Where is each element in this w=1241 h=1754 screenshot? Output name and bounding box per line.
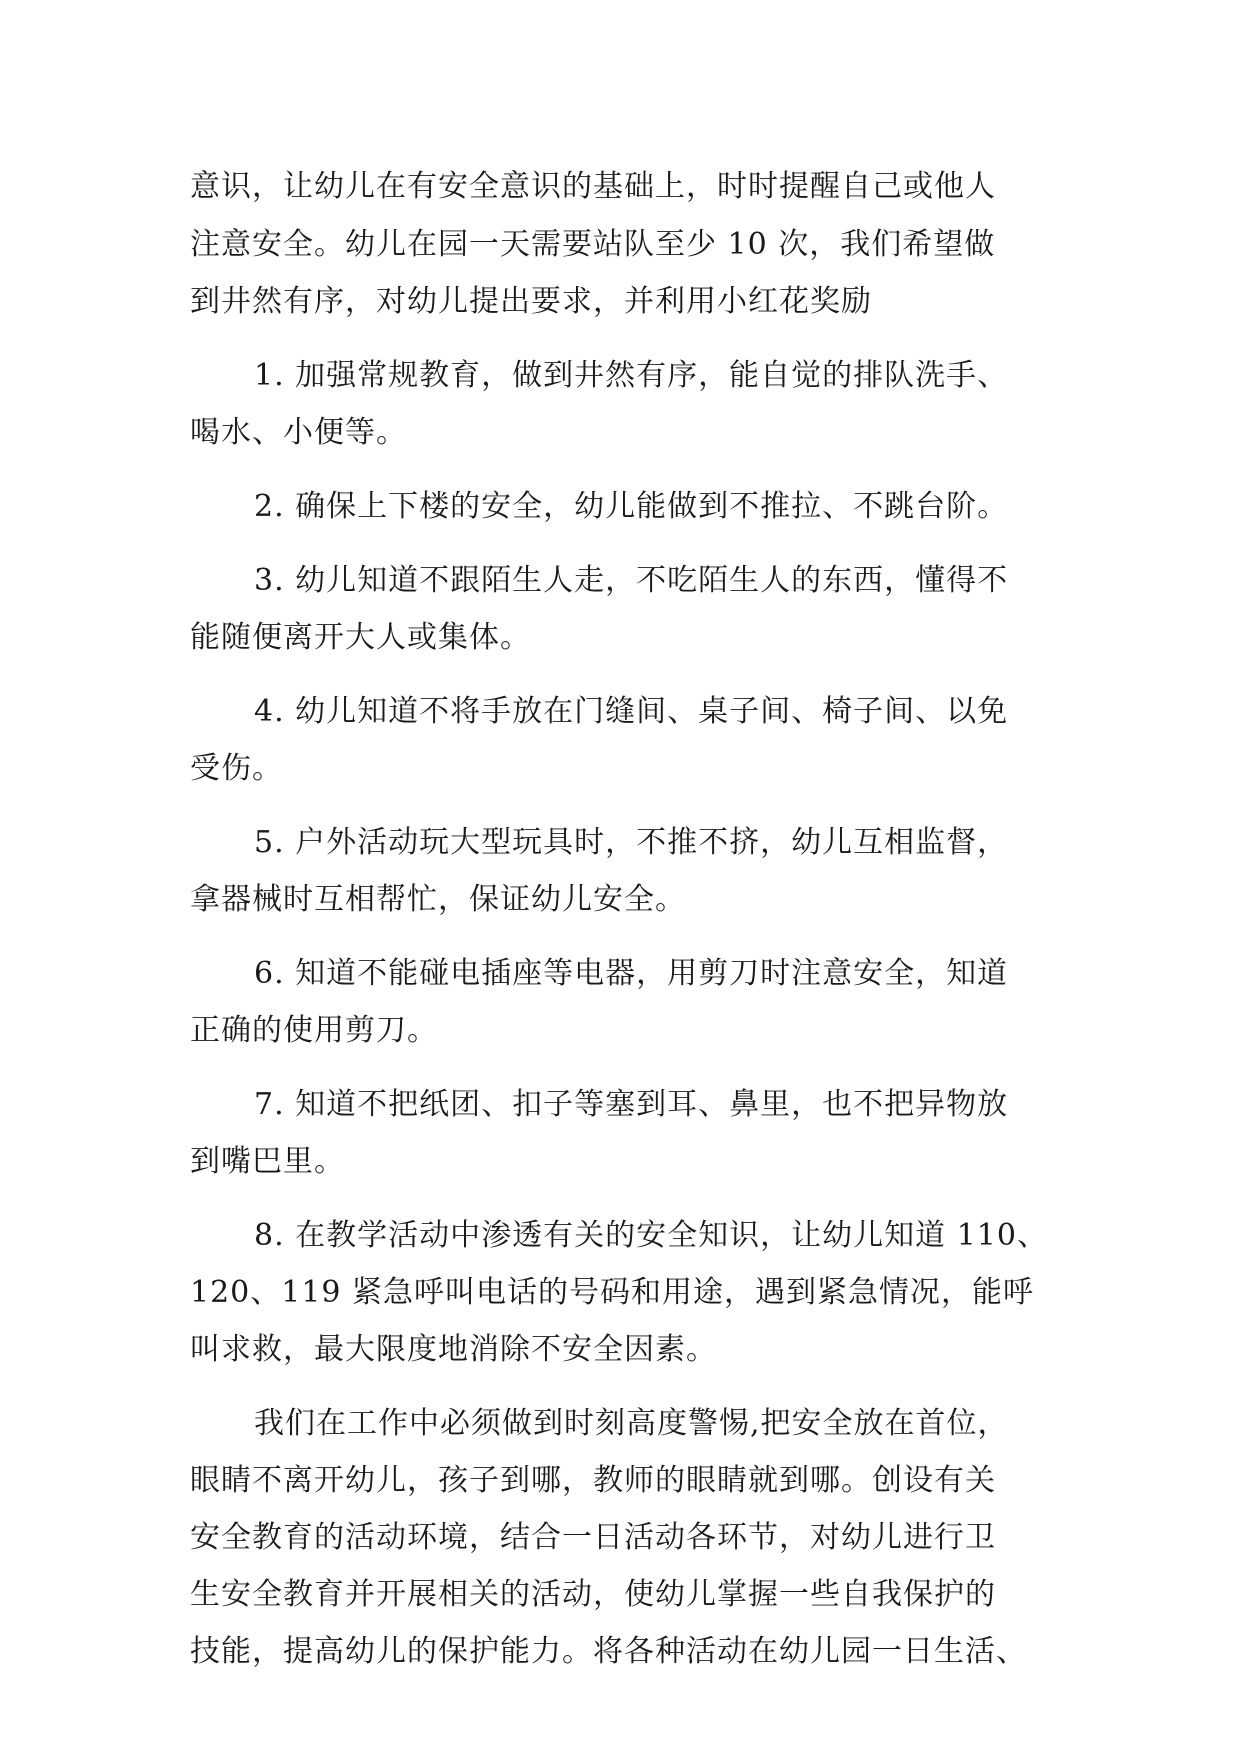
text-line: 叫求救，最大限度地消除不安全因素。 [190,1332,717,1367]
text-line: 7. 知道不把纸团、扣子等塞到耳、鼻里，也不把异物放 [254,1087,1009,1122]
text-line: 安全教育的活动环境，结合一日活动各环节，对幼儿进行卫 [190,1520,996,1555]
text-line: 受伤。 [190,751,283,786]
text-line: 生安全教育并开展相关的活动，使幼儿掌握一些自我保护的 [190,1577,996,1612]
text-line: 120、119 紧急呼叫电话的号码和用途，遇到紧急情况，能呼 [190,1275,1035,1310]
text-line: 6. 知道不能碰电插座等电器，用剪刀时注意安全，知道 [254,956,1009,991]
text-line: 4. 幼儿知道不将手放在门缝间、桌子间、椅子间、以免 [254,694,1009,729]
text-line: 意识，让幼儿在有安全意识的基础上，时时提醒自己或他人 [190,169,996,204]
text-line: 到嘴巴里。 [190,1144,345,1179]
text-line: 技能，提高幼儿的保护能力。将各种活动在幼儿园一日生活、 [190,1634,1027,1669]
text-line: 3. 幼儿知道不跟陌生人走，不吃陌生人的东西，懂得不 [254,563,1009,598]
text-line: 1. 加强常规教育，做到井然有序，能自觉的排队洗手、 [254,358,1009,393]
text-line: 8. 在教学活动中渗透有关的安全知识，让幼儿知道 110、 [254,1218,1048,1253]
text-line: 我们在工作中必须做到时刻高度警惕,把安全放在首位， [254,1406,1009,1441]
text-line: 能随便离开大人或集体。 [190,620,531,655]
text-line: 喝水、小便等。 [190,415,407,450]
text-line: 2. 确保上下楼的安全，幼儿能做到不推拉、不跳台阶。 [254,489,1009,524]
text-line: 5. 户外活动玩大型玩具时，不推不挤，幼儿互相监督， [254,825,1009,860]
text-line: 拿器械时互相帮忙，保证幼儿安全。 [190,882,686,917]
text-line: 注意安全。幼儿在园一天需要站队至少 10 次，我们希望做 [190,227,996,262]
text-line: 到井然有序，对幼儿提出要求，并利用小红花奖励 [190,284,872,319]
text-line: 正确的使用剪刀。 [190,1013,438,1048]
text-line: 眼睛不离开幼儿，孩子到哪，教师的眼睛就到哪。创设有关 [190,1463,996,1498]
